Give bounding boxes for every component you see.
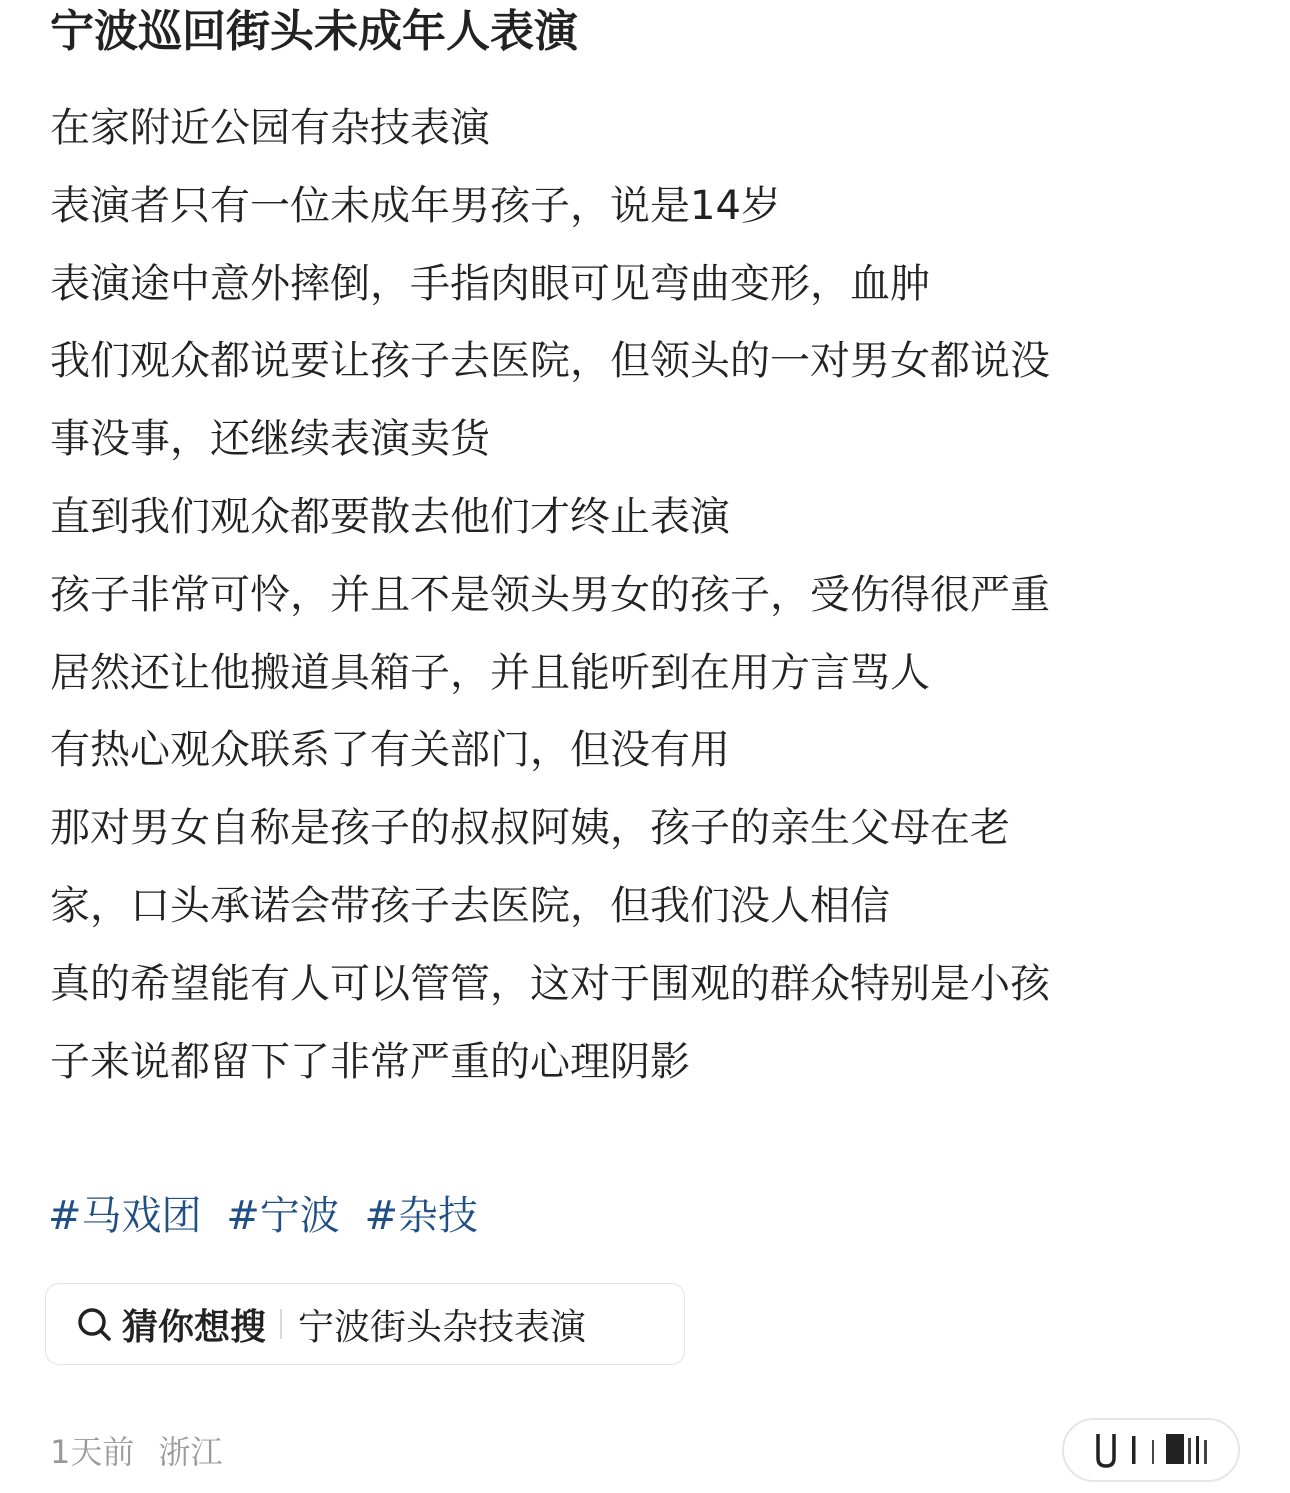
body-line: 孩子非常可怜，并且不是领头男女的孩子，受伤得很严重 — [50, 571, 1050, 618]
hashtag-circus[interactable]: #马戏团 — [48, 1193, 202, 1239]
post-time: 1天前 — [50, 1433, 135, 1471]
body-line: 我们观众都说要让孩子去医院，但领头的一对男女都说没 — [50, 338, 1050, 385]
body-line: 事没事，还继续表演卖货 — [50, 416, 490, 463]
body-line: 在家附近公园有杂技表演 — [50, 105, 490, 151]
hashtag-acrobatics[interactable]: #杂技 — [364, 1193, 478, 1239]
search-suggestion-label: 猜你想搜 — [122, 1306, 267, 1348]
body-line: 表演途中意外摔倒，手指肉眼可见弯曲变形，血肿 — [50, 260, 930, 307]
signal-indicator[interactable] — [1062, 1418, 1240, 1482]
search-suggestion-button[interactable] — [45, 1283, 685, 1365]
body-line: 表演者只有一位未成年男孩子，说是14岁 — [50, 182, 781, 229]
body-line: 直到我们观众都要散去他们才终止表演 — [50, 493, 730, 540]
signal-bars-icon — [1076, 1428, 1226, 1472]
search-suggestion-query: 宁波街头杂技表演 — [298, 1306, 587, 1348]
body-line: 子来说都留下了非常严重的心理阴影 — [50, 1038, 690, 1085]
post-title: 宁波巡回街头未成年人表演 — [50, 6, 578, 57]
body-line: 真的希望能有人可以管管，这对于围观的群众特别是小孩 — [50, 960, 1050, 1007]
body-line: 居然还让他搬道具箱子，并且能听到在用方言骂人 — [50, 649, 930, 696]
body-line: 家，口头承诺会带孩子去医院，但我们没人相信 — [50, 882, 890, 929]
body-line: 那对男女自称是孩子的叔叔阿姨，孩子的亲生父母在老 — [50, 805, 1010, 852]
body-line: 有热心观众联系了有关部门，但没有用 — [50, 727, 730, 774]
post-body — [50, 90, 1250, 1101]
post-location: 浙江 — [158, 1433, 223, 1471]
hashtag-list — [48, 1188, 490, 1244]
search-icon — [74, 1304, 114, 1344]
hashtag-ningbo[interactable]: #宁波 — [226, 1193, 340, 1239]
post-meta — [50, 1427, 223, 1473]
divider — [280, 1309, 282, 1339]
